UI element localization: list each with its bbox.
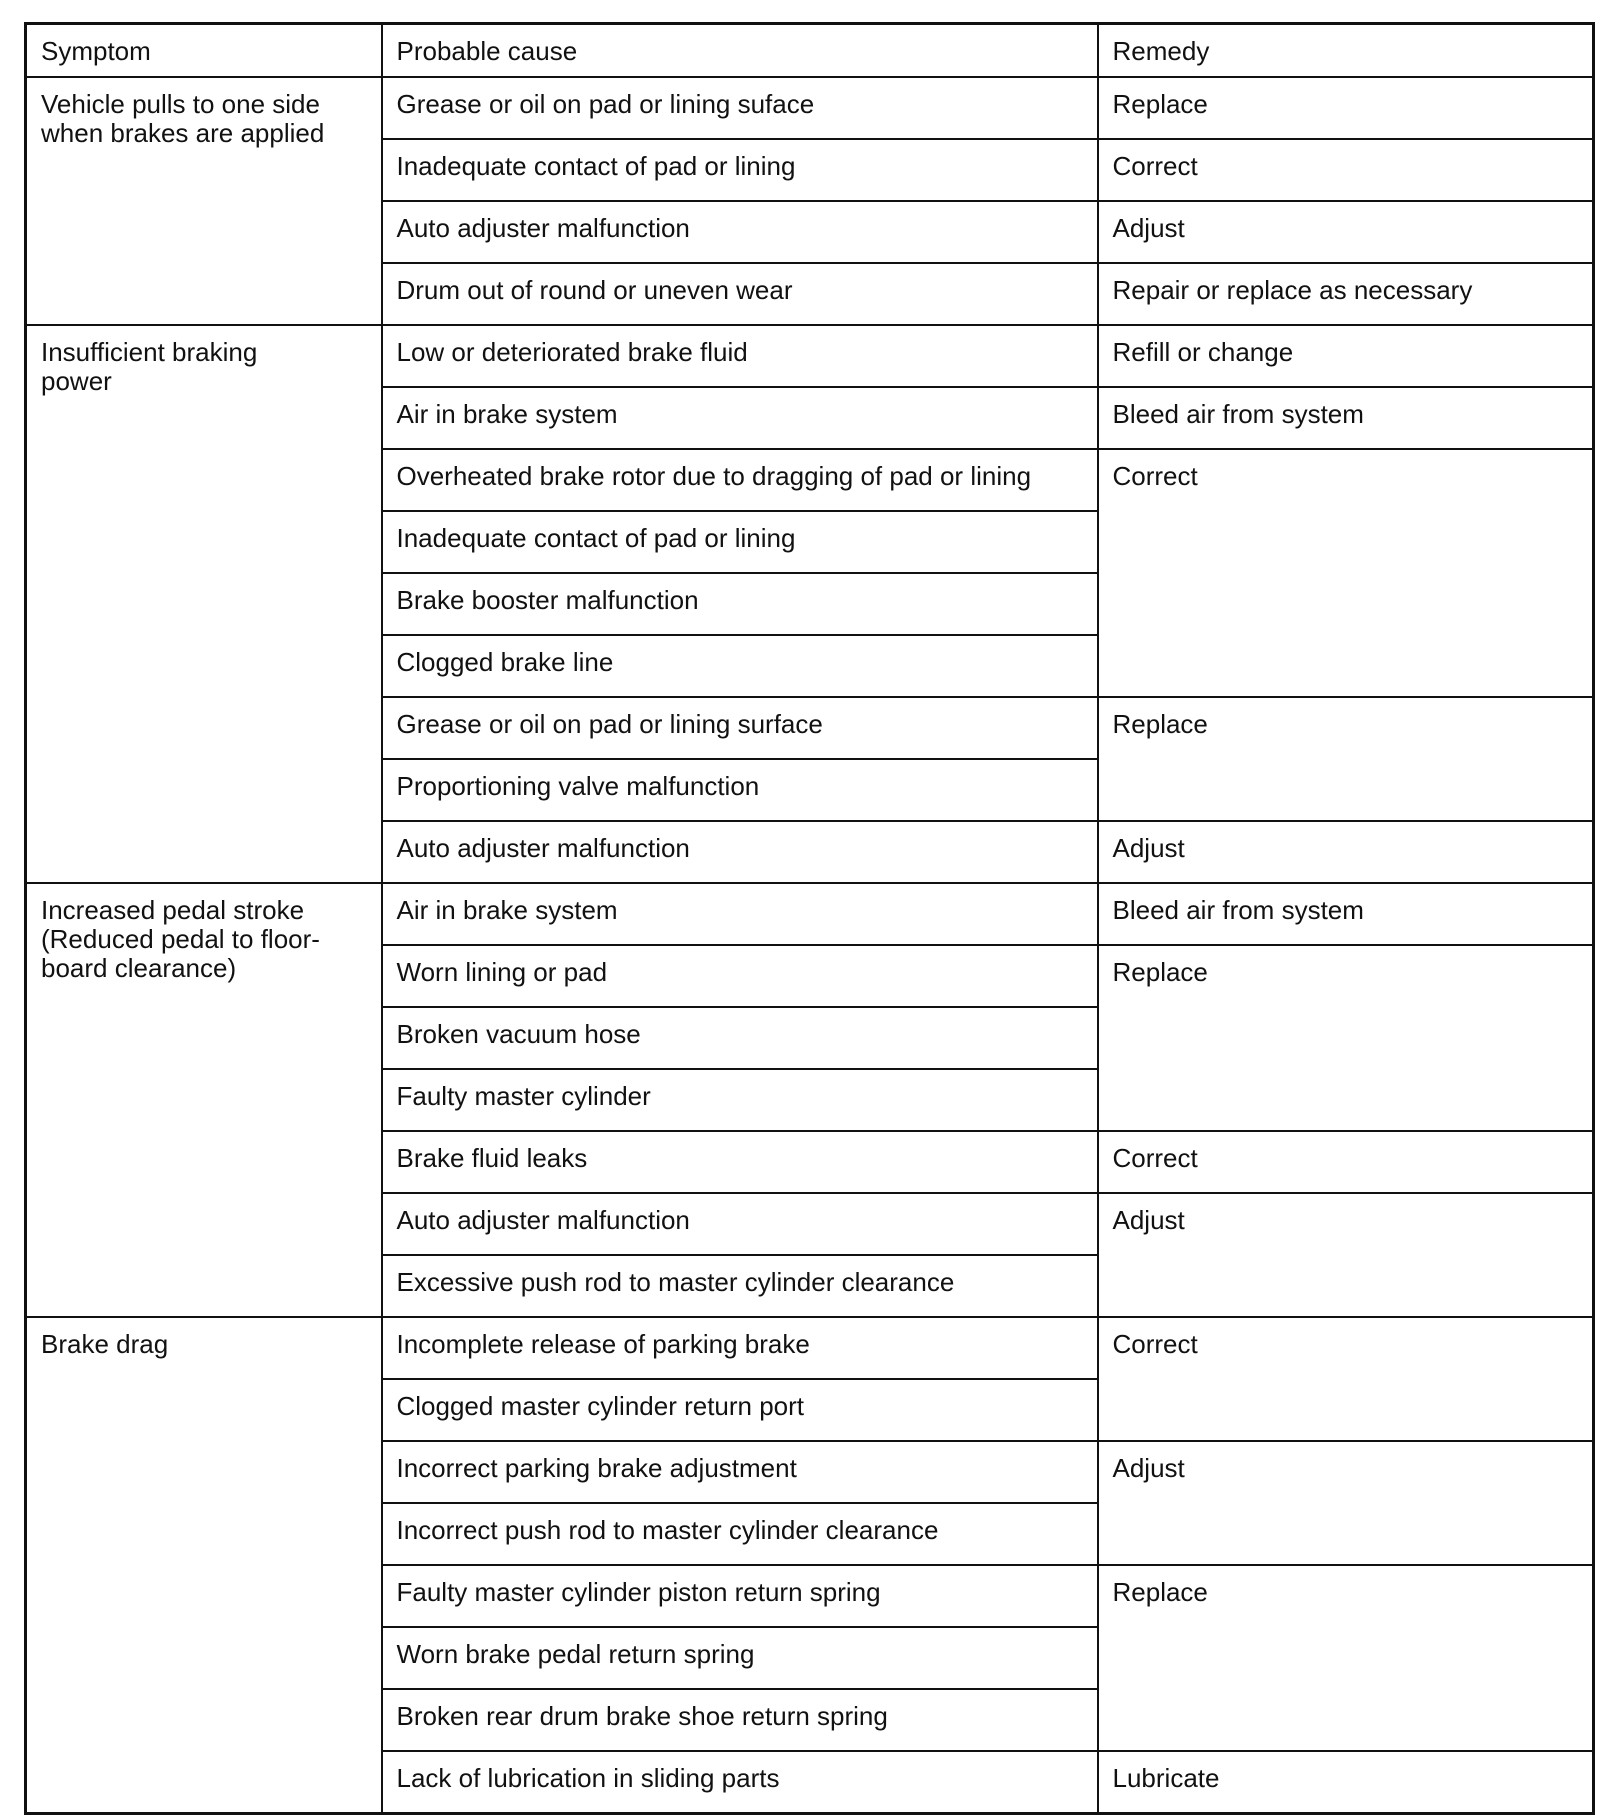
cause-cell: Broken vacuum hose (382, 1007, 1098, 1069)
table-row (26, 77, 1594, 139)
remedy-cell: Repair or replace as necessary (1098, 263, 1594, 325)
table-row (26, 1317, 1594, 1379)
cause-cell: Proportioning valve malfunction (382, 759, 1098, 821)
header-probable-cause: Probable cause (382, 24, 1098, 78)
remedy-cell: Adjust (1098, 821, 1594, 883)
remedy-cell: Bleed air from system (1098, 883, 1594, 945)
remedy-cell: Replace (1098, 77, 1594, 139)
cause-cell: Auto adjuster malfunction (382, 821, 1098, 883)
remedy-cell: Correct (1098, 1317, 1594, 1441)
remedy-cell: Correct (1098, 139, 1594, 201)
cause-cell: Faulty master cylinder piston return spring (382, 1565, 1098, 1627)
cause-cell: Incorrect parking brake adjustment (382, 1441, 1098, 1503)
table-row (26, 883, 1594, 945)
cause-cell: Worn brake pedal return spring (382, 1627, 1098, 1689)
remedy-cell: Correct (1098, 1131, 1594, 1193)
symptom-cell: Increased pedal stroke (Reduced pedal to floor- board clearance) (26, 883, 382, 1317)
remedy-cell: Lubricate (1098, 1751, 1594, 1814)
remedy-cell: Correct (1098, 449, 1594, 697)
cause-cell: Grease or oil on pad or lining surface (382, 697, 1098, 759)
remedy-cell: Replace (1098, 1565, 1594, 1751)
remedy-cell: Refill or change (1098, 325, 1594, 387)
symptom-cell: Vehicle pulls to one side when brakes are applied (26, 77, 382, 325)
cause-cell: Inadequate contact of pad or lining (382, 511, 1098, 573)
header-remedy: Remedy (1098, 24, 1594, 78)
remedy-cell: Adjust (1098, 1441, 1594, 1565)
cause-cell: Drum out of round or uneven wear (382, 263, 1098, 325)
cause-cell: Inadequate contact of pad or lining (382, 139, 1098, 201)
remedy-cell: Adjust (1098, 201, 1594, 263)
symptom-cell: Insufficient braking power (26, 325, 382, 883)
remedy-cell: Adjust (1098, 1193, 1594, 1317)
remedy-cell: Replace (1098, 697, 1594, 821)
cause-cell: Excessive push rod to master cylinder clearance (382, 1255, 1098, 1317)
document-page (24, 22, 1592, 1815)
cause-cell: Auto adjuster malfunction (382, 201, 1098, 263)
cause-cell: Lack of lubrication in sliding parts (382, 1751, 1098, 1814)
cause-cell: Grease or oil on pad or lining suface (382, 77, 1098, 139)
remedy-cell: Bleed air from system (1098, 387, 1594, 449)
table-row (26, 325, 1594, 387)
remedy-cell: Replace (1098, 945, 1594, 1131)
cause-cell: Air in brake system (382, 387, 1098, 449)
cause-cell: Brake fluid leaks (382, 1131, 1098, 1193)
header-symptom: Symptom (26, 24, 382, 78)
cause-cell: Overheated brake rotor due to dragging of pad or lining (382, 449, 1098, 511)
cause-cell: Brake booster malfunction (382, 573, 1098, 635)
cause-cell: Air in brake system (382, 883, 1098, 945)
cause-cell: Low or deteriorated brake fluid (382, 325, 1098, 387)
cause-cell: Clogged brake line (382, 635, 1098, 697)
cause-cell: Auto adjuster malfunction (382, 1193, 1098, 1255)
cause-cell: Broken rear drum brake shoe return spring (382, 1689, 1098, 1751)
symptom-cell: Brake drag (26, 1317, 382, 1814)
header-row (26, 24, 1594, 78)
cause-cell: Worn lining or pad (382, 945, 1098, 1007)
cause-cell: Clogged master cylinder return port (382, 1379, 1098, 1441)
brake-troubleshooting-table (24, 22, 1595, 1815)
cause-cell: Faulty master cylinder (382, 1069, 1098, 1131)
cause-cell: Incorrect push rod to master cylinder clearance (382, 1503, 1098, 1565)
cause-cell: Incomplete release of parking brake (382, 1317, 1098, 1379)
